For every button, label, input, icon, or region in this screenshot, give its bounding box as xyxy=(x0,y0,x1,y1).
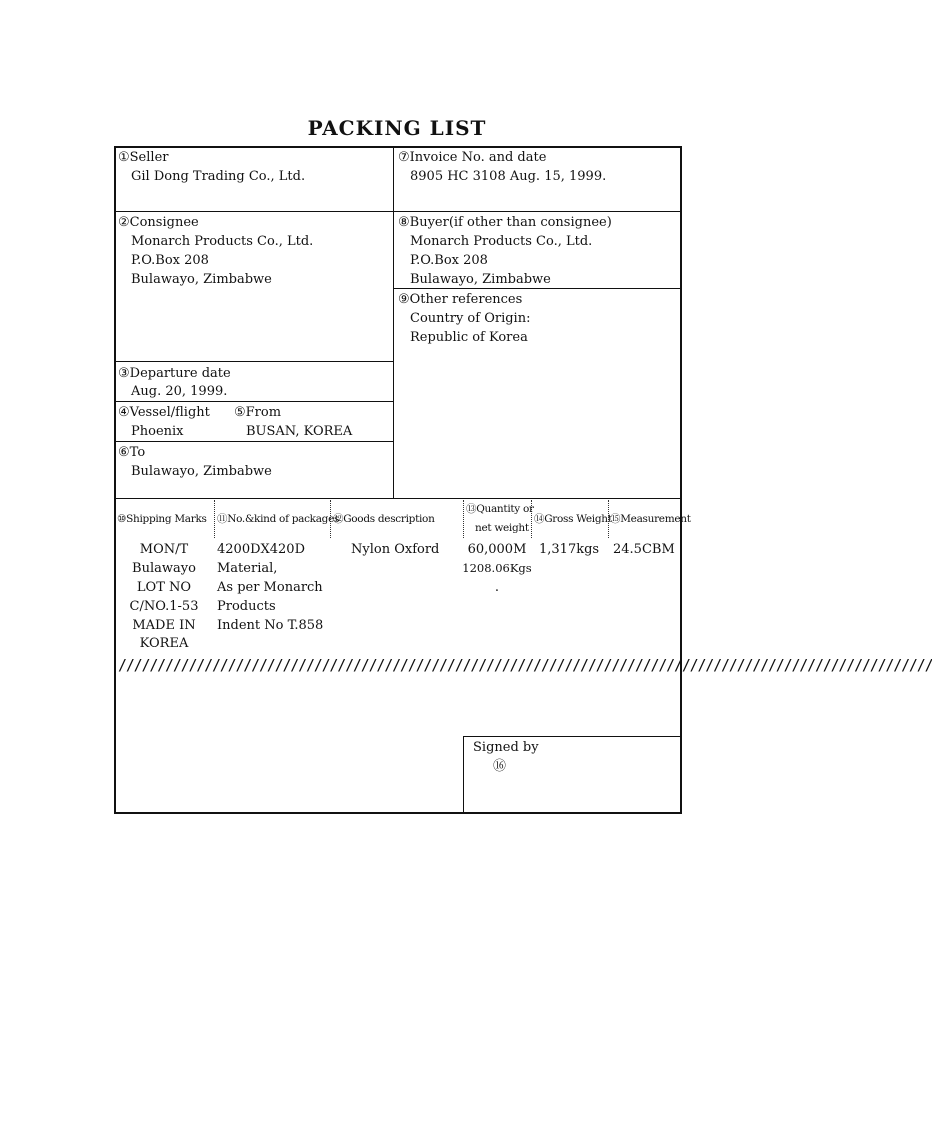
header-quantity: ⑬Quantity or xyxy=(466,503,534,515)
divider xyxy=(115,401,393,402)
consignee-line: P.O.Box 208 xyxy=(131,253,209,268)
other-references-line: Country of Origin: xyxy=(410,311,531,326)
seller-value: Gil Dong Trading Co., Ltd. xyxy=(131,169,306,184)
buyer-line: Bulawayo, Zimbabwe xyxy=(410,272,551,287)
shipping-mark-line: MON/T xyxy=(139,542,189,557)
shipping-mark-line: MADE IN xyxy=(132,618,196,633)
quantity-value: 60,000M xyxy=(467,542,527,557)
vessel-value: Phoenix xyxy=(131,424,184,439)
divider xyxy=(115,211,681,212)
divider xyxy=(463,736,464,813)
buyer-line: Monarch Products Co., Ltd. xyxy=(410,234,593,249)
shipping-mark-line: Bulawayo xyxy=(132,561,196,576)
header-gross-weight: ⑭Gross Weight xyxy=(534,513,612,525)
buyer-label: ⑧Buyer(if other than consignee) xyxy=(398,215,612,230)
to-label: ⑥To xyxy=(118,445,146,460)
header-shipping-marks: ⑩Shipping Marks xyxy=(117,513,207,525)
column-separator xyxy=(463,500,464,538)
header-packages: ⑪No.&kind of packages xyxy=(217,513,340,525)
invoice-label: ⑦Invoice No. and date xyxy=(398,150,547,165)
package-line: As per Monarch xyxy=(217,580,323,595)
to-value: Bulawayo, Zimbabwe xyxy=(131,464,272,479)
divider xyxy=(115,441,393,442)
signature-mark: ⑯ xyxy=(493,759,507,774)
header-goods-description: ⑫Goods description xyxy=(333,513,435,525)
divider xyxy=(393,147,394,498)
measurement-value: 24.5CBM xyxy=(613,542,675,557)
package-line: Material, xyxy=(217,561,278,576)
other-references-label: ⑨Other references xyxy=(398,292,523,307)
package-line: Products xyxy=(217,599,276,614)
goods-description: Nylon Oxford xyxy=(351,542,440,557)
package-line: 4200DX420D xyxy=(217,542,305,557)
divider xyxy=(115,498,681,499)
other-references-line: Republic of Korea xyxy=(410,330,528,345)
from-label: ⑤From xyxy=(234,405,282,420)
column-separator xyxy=(214,500,215,538)
shipping-mark-line: LOT NO xyxy=(136,580,192,595)
from-value: BUSAN, KOREA xyxy=(246,424,353,439)
gross-weight-value: 1,317kgs xyxy=(539,542,600,557)
net-weight-value: 1208.06Kgs xyxy=(462,561,532,575)
consignee-line: Bulawayo, Zimbabwe xyxy=(131,272,272,287)
departure-label: ③Departure date xyxy=(118,366,231,381)
package-line: Indent No T.858 xyxy=(217,618,324,633)
consignee-line: Monarch Products Co., Ltd. xyxy=(131,234,314,249)
header-net-weight: net weight xyxy=(475,522,529,534)
quantity-dot: . xyxy=(494,580,500,595)
invoice-value: 8905 HC 3108 Aug. 15, 1999. xyxy=(410,169,607,184)
shipping-mark-line: C/NO.1-53 xyxy=(129,599,199,614)
divider xyxy=(115,361,393,362)
vessel-label: ④Vessel/flight xyxy=(118,405,210,420)
page-title: PACKING LIST xyxy=(307,116,487,140)
shipping-mark-line: KOREA xyxy=(139,636,189,651)
signed-by-label: Signed by xyxy=(473,740,539,755)
separator-line: //////////////////////////////////////////////////////////////////////////////////////////////////////// xyxy=(118,656,932,674)
seller-label: ①Seller xyxy=(118,150,169,165)
buyer-line: P.O.Box 208 xyxy=(410,253,488,268)
consignee-label: ②Consignee xyxy=(118,215,199,230)
departure-value: Aug. 20, 1999. xyxy=(131,384,228,399)
header-measurement: ⑮Measurement xyxy=(610,513,691,525)
divider xyxy=(463,736,681,737)
